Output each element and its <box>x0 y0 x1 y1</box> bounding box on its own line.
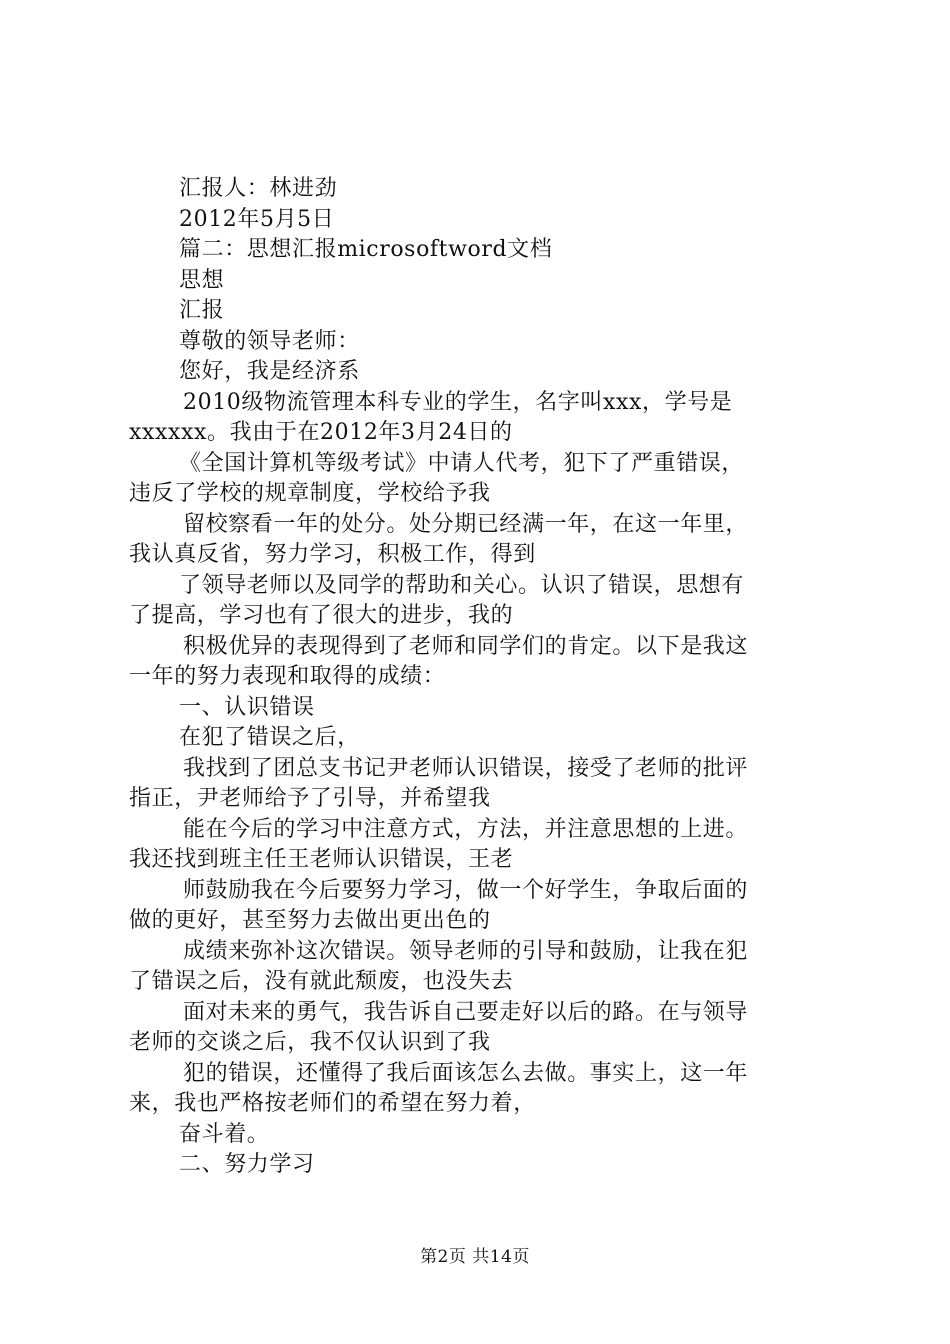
text-line: 我找到了团总支书记尹老师认识错误，接受了老师的批评 <box>183 755 749 781</box>
document-body <box>129 174 834 1181</box>
text-line: 思想 <box>179 267 225 293</box>
text-line: 成绩来弥补这次错误。领导老师的引导和鼓励，让我在犯 <box>183 938 749 964</box>
text-line: 做的更好，甚至努力去做出更出色的 <box>129 908 491 933</box>
text-line: 汇报人：林进劲 <box>179 176 338 201</box>
text-line: 2010级物流管理本科专业的学生，名字叫xxx，学号是 <box>183 389 733 415</box>
page-number-label: 第2页 共14页 <box>420 1247 530 1267</box>
text-line: 师鼓励我在今后要努力学习，做一个好学生，争取后面的 <box>183 877 749 903</box>
text-line: 能在今后的学习中注意方式，方法，并注意思想的上进。 <box>183 816 749 842</box>
text-line: 面对未来的勇气，我告诉自己要走好以后的路。在与领导 <box>183 999 749 1025</box>
text-line: 一年的努力表现和取得的成绩： <box>129 664 446 689</box>
text-line: 您好，我是经济系 <box>179 359 360 384</box>
text-line: 了错误之后，没有就此颓废，也没失去 <box>129 969 514 994</box>
text-line: 2012年5月5日 <box>179 206 335 232</box>
text-line: 了领导老师以及同学的帮助和关心。认识了错误，思想有 <box>179 572 745 598</box>
text-line: 犯的错误，还懂得了我后面该怎么去做。事实上，这一年 <box>183 1060 749 1086</box>
text-line: 汇报 <box>179 298 225 323</box>
text-line: 我认真反省，努力学习，积极工作，得到 <box>129 542 536 567</box>
text-line: 《全国计算机等级考试》中请人代考，犯下了严重错误， <box>179 450 745 476</box>
text-line: 老师的交谈之后，我不仅认识到了我 <box>129 1030 491 1055</box>
text-line: 尊敬的领导老师： <box>179 328 360 354</box>
text-line: 奋斗着。 <box>179 1121 270 1147</box>
text-line: 指正，尹老师给予了引导，并希望我 <box>129 786 491 811</box>
text-line: 我还找到班主任王老师认识错误，王老 <box>129 847 514 872</box>
text-line: 来，我也严格按老师们的希望在努力着， <box>129 1091 536 1116</box>
text-line: 违反了学校的规章制度，学校给予我 <box>129 481 491 506</box>
text-line: 篇二：思想汇报microsoftword文档 <box>179 237 553 262</box>
text-line: 留校察看一年的处分。处分期已经满一年，在这一年里， <box>183 511 749 537</box>
text-line: 了提高，学习也有了很大的进步，我的 <box>129 603 514 628</box>
text-line: xxxxxx。我由于在2012年3月24日的 <box>129 420 513 445</box>
section-heading: 二、努力学习 <box>179 1152 315 1177</box>
text-line: 在犯了错误之后， <box>179 725 360 750</box>
page-footer <box>0 1242 950 1267</box>
text-line: 积极优异的表现得到了老师和同学们的肯定。以下是我这 <box>183 633 749 659</box>
section-heading: 一、认识错误 <box>179 694 315 720</box>
